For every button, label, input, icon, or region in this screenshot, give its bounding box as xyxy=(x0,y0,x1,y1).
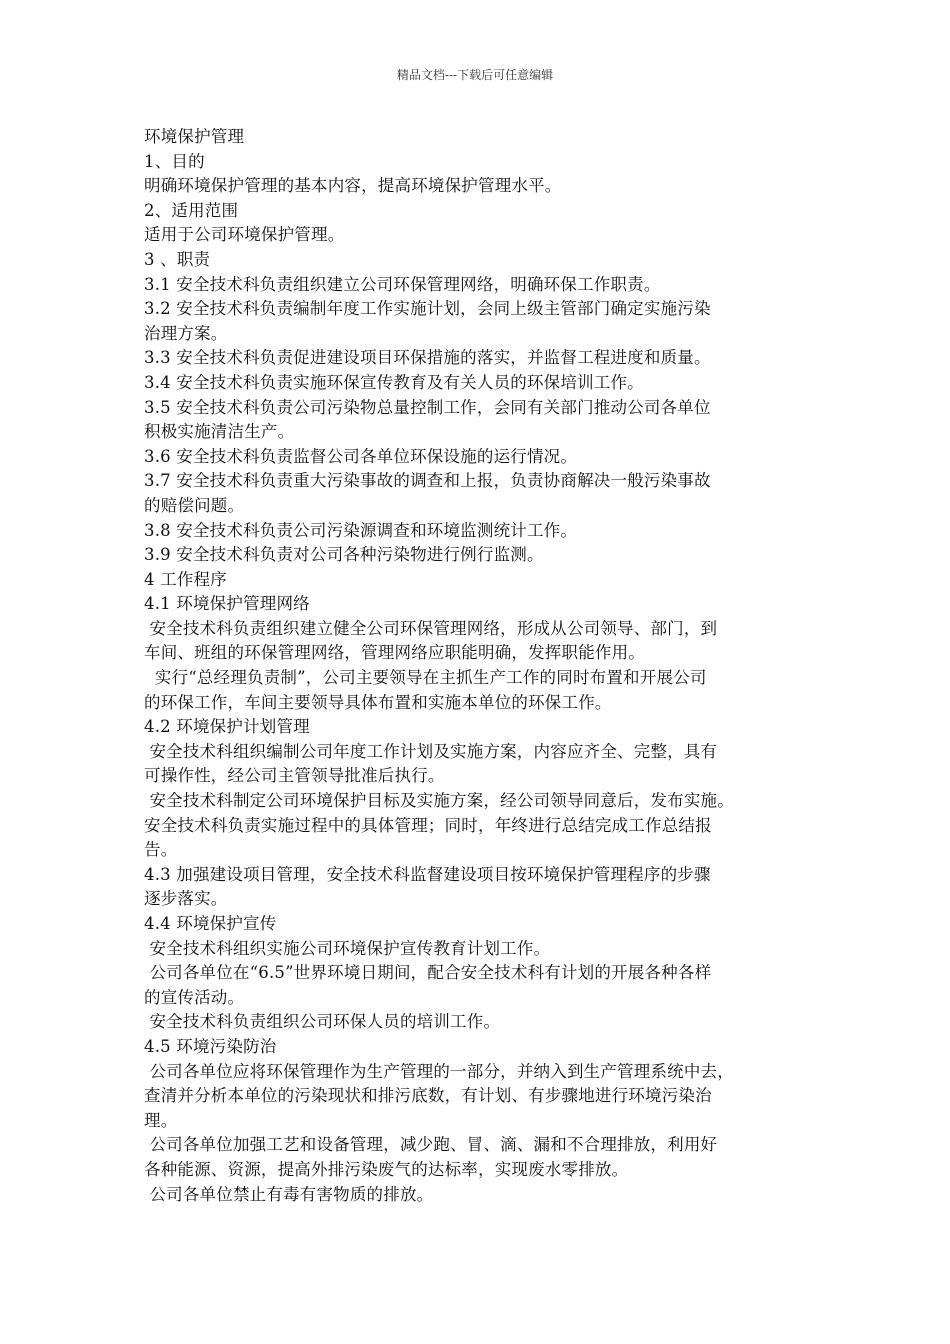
text-line: 1、目的 xyxy=(144,151,205,171)
text-line: 4.2 环境保护计划管理 xyxy=(144,717,310,737)
text-line: 安全技术科负责组织公司环保人员的培训工作。 xyxy=(144,1012,501,1032)
text-line: 3.1 安全技术科负责组织建立公司环保管理网络，明确环保工作职责。 xyxy=(144,274,661,294)
text-line: 积极实施清洁生产。 xyxy=(144,422,295,442)
text-line: 4.4 环境保护宣传 xyxy=(144,914,277,933)
text-line: 各种能源、资源，提高外排污染废气的达标率，实现废水零排放。 xyxy=(144,1159,629,1179)
text-line: 3.3 安全技术科负责促进建设项目环保措施的落实，并监督工程进度和质量。 xyxy=(144,348,711,368)
text-line: 3.7 安全技术科负责重大污染事故的调查和上报，负责协商解决一般污染事故 xyxy=(144,471,711,491)
text-line: 查清并分析本单位的污染现状和排污底数，有计划、有步骤地进行环境污染治 xyxy=(144,1086,712,1106)
text-line: 实行“总经理负责制”，公司主要领导在主抓生产工作的同时布置和开展公司 xyxy=(144,668,707,688)
text-line: 4 工作程序 xyxy=(144,569,227,589)
text-line: 公司各单位禁止有毒有害物质的排放。 xyxy=(144,1184,434,1204)
text-line: 告。 xyxy=(144,840,178,860)
text-line: 4.1 环境保护管理网络 xyxy=(144,594,310,614)
text-line: 车间、班组的环保管理网络，管理网络应职能明确，发挥职能作用。 xyxy=(144,643,645,663)
text-line: 逐步落实。 xyxy=(144,889,228,909)
document-body xyxy=(144,125,814,1207)
text-line: 安全技术科组织实施公司环境保护宣传教育计划工作。 xyxy=(144,938,551,958)
text-line: 公司各单位在“6.5”世界环境日期间，配合安全技术科有计划的开展各种各样 xyxy=(144,963,712,983)
text-line: 明确环境保护管理的基本内容，提高环境保护管理水平。 xyxy=(144,176,562,196)
text-line: 3.8 安全技术科负责公司污染源调查和环境监测统计工作。 xyxy=(144,520,578,540)
text-line: 3.6 安全技术科负责监督公司各单位环保设施的运行情况。 xyxy=(144,446,578,466)
text-line: 4.3 加强建设项目管理，安全技术科监督建设项目按环境保护管理程序的步骤 xyxy=(144,864,711,884)
text-line: 3.5 安全技术科负责公司污染物总量控制工作，会同有关部门推动公司各单位 xyxy=(144,397,711,417)
text-line: 理。 xyxy=(144,1110,178,1130)
text-line: 4.5 环境污染防治 xyxy=(144,1036,277,1056)
text-line: 的环保工作，车间主要领导具体布置和实施本单位的环保工作。 xyxy=(144,692,612,712)
text-line: 安全技术科制定公司环境保护目标及实施方案，经公司领导同意后，发布实施。 xyxy=(144,791,734,811)
text-line: 3 、职责 xyxy=(144,249,211,269)
text-line: 的宣传活动。 xyxy=(144,987,245,1007)
text-line: 环境保护管理 xyxy=(144,127,245,146)
text-line: 安全技术科负责组织建立健全公司环保管理网络，形成从公司领导、部门，到 xyxy=(144,618,718,638)
text-line: 适用于公司环境保护管理。 xyxy=(144,225,345,245)
text-line: 治理方案。 xyxy=(144,323,228,343)
page-header: 精品文档---下载后可任意编辑 xyxy=(396,68,554,82)
text-line: 3.2 安全技术科负责编制年度工作实施计划，会同上级主管部门确定实施污染 xyxy=(144,299,711,319)
text-line: 2、适用范围 xyxy=(144,200,239,220)
text-line: 公司各单位应将环保管理作为生产管理的一部分，并纳入到生产管理系统中去， xyxy=(144,1061,734,1081)
text-line: 安全技术科负责实施过程中的具体管理；同时，年终进行总结完成工作总结报 xyxy=(144,815,712,835)
text-line: 安全技术科组织编制公司年度工作计划及实施方案，内容应齐全、完整，具有 xyxy=(144,741,718,761)
text-line: 可操作性，经公司主管领导批准后执行。 xyxy=(144,766,445,786)
text-line: 公司各单位加强工艺和设备管理，减少跑、冒、滴、漏和不合理排放，利用好 xyxy=(144,1135,718,1155)
text-line: 3.9 安全技术科负责对公司各种污染物进行例行监测。 xyxy=(144,545,544,565)
text-line: 的赔偿问题。 xyxy=(144,495,245,515)
text-line: 3.4 安全技术科负责实施环保宣传教育及有关人员的环保培训工作。 xyxy=(144,372,644,392)
